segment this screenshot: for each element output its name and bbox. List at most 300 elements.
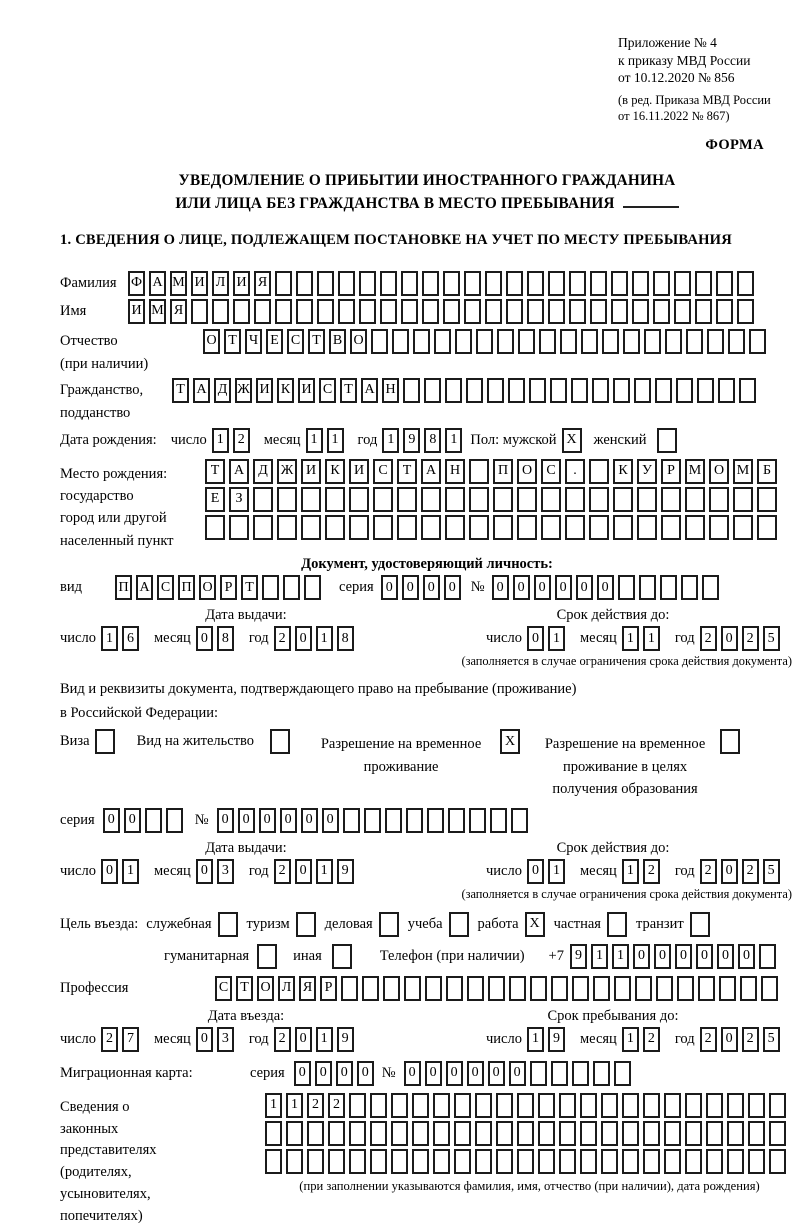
char-cell — [643, 1121, 660, 1146]
private-checkbox[interactable] — [607, 912, 627, 937]
doc-kind-label: вид — [60, 579, 82, 596]
char-cell — [421, 515, 441, 540]
char-cell — [508, 378, 525, 403]
annex-line: от 10.12.2020 № 856 — [618, 70, 735, 86]
char-cell: 0 — [488, 1061, 505, 1086]
char-cell — [727, 1093, 744, 1118]
char-cell — [702, 575, 719, 600]
char-cell: Х — [500, 729, 520, 754]
char-cell — [233, 299, 250, 324]
char-cell — [469, 515, 489, 540]
char-cell: Т — [236, 976, 253, 1001]
char-cell — [373, 487, 393, 512]
char-cell: 0 — [381, 575, 398, 600]
char-cell — [737, 271, 754, 296]
char-cell — [569, 299, 586, 324]
char-cell — [166, 808, 183, 833]
residence-doc-note: (заполняется в случае ограничения срока действия документа) — [461, 886, 792, 901]
issue-day-cells[interactable] — [101, 859, 143, 884]
char-cell — [653, 299, 670, 324]
char-cell: Н — [445, 459, 465, 484]
residence-doc-date-heads — [60, 840, 794, 857]
representatives-label: Сведения о законных представителях (родителях, усыновителях, попечителях) — [60, 1098, 157, 1224]
other-purpose-label: иная — [293, 947, 322, 964]
char-cell: 1 — [527, 1027, 544, 1052]
char-cell: О — [199, 575, 216, 600]
char-cell — [403, 378, 420, 403]
char-cell — [769, 1149, 786, 1174]
char-cell — [622, 1093, 639, 1118]
char-cell — [611, 299, 628, 324]
char-cell: А — [421, 459, 441, 484]
identity-doc-note: (заполняется в случае ограничения срока действия документа) — [461, 654, 792, 669]
char-cell: 9 — [337, 1027, 354, 1052]
transit-checkbox[interactable] — [690, 912, 710, 937]
valid-day-cells[interactable] — [527, 626, 569, 651]
char-cell: 1 — [643, 626, 660, 651]
char-cell — [325, 515, 345, 540]
birthdate-month-cells[interactable] — [306, 428, 348, 453]
char-cell — [455, 329, 472, 354]
char-cell — [424, 378, 441, 403]
residence-doc-intro-line2: в Российской Федерации: — [60, 704, 219, 721]
char-cell — [383, 976, 400, 1001]
char-cell — [548, 271, 565, 296]
char-cell — [681, 575, 698, 600]
char-cell — [469, 487, 489, 512]
char-cell — [487, 378, 504, 403]
char-cell: Ч — [245, 329, 262, 354]
edu-residence-option — [540, 729, 740, 800]
valid-year-cells[interactable] — [700, 859, 784, 884]
char-cell — [593, 1061, 610, 1086]
char-cell — [301, 515, 321, 540]
char-cell: Л — [278, 976, 295, 1001]
month-label: месяц — [153, 1030, 191, 1047]
profession-row — [60, 976, 794, 1001]
purpose-business: деловая — [325, 912, 399, 937]
char-cell: Р — [661, 459, 681, 484]
char-cell — [517, 1093, 534, 1118]
char-cell: 1 — [445, 428, 462, 453]
char-cell: 0 — [513, 575, 530, 600]
char-cell: К — [277, 378, 294, 403]
representatives-cells-row2[interactable] — [265, 1121, 794, 1146]
char-cell — [590, 299, 607, 324]
birthplace-row — [60, 459, 794, 553]
birthplace-cells-stack — [205, 459, 781, 543]
valid-day-cells[interactable] — [527, 859, 569, 884]
char-cell: У — [637, 459, 657, 484]
char-cell: 0 — [294, 1061, 311, 1086]
birthplace-cells-row2[interactable] — [205, 487, 781, 512]
valid-year-cells[interactable] — [700, 626, 784, 651]
char-cell — [464, 271, 481, 296]
phone-cells[interactable] — [570, 944, 780, 969]
char-cell — [643, 1093, 660, 1118]
char-cell: 9 — [570, 944, 587, 969]
char-cell — [433, 1093, 450, 1118]
char-cell: 0 — [103, 808, 120, 833]
char-cell — [685, 1149, 702, 1174]
char-cell — [349, 1149, 366, 1174]
char-cell — [466, 378, 483, 403]
citizenship-label: Гражданство, подданство — [60, 381, 144, 421]
char-cell — [349, 515, 369, 540]
char-cell — [748, 1121, 765, 1146]
issue-month-cells[interactable] — [196, 626, 238, 651]
char-cell: 0 — [509, 1061, 526, 1086]
char-cell — [253, 515, 273, 540]
char-cell: 5 — [763, 859, 780, 884]
char-cell: 2 — [328, 1093, 345, 1118]
temp-residence-option — [312, 729, 520, 778]
issue-day-cells[interactable] — [101, 626, 143, 651]
char-cell: М — [733, 459, 753, 484]
char-cell: 0 — [301, 808, 318, 833]
month-label: месяц — [579, 1030, 617, 1047]
char-cell — [349, 1121, 366, 1146]
permit-series-cells[interactable] — [103, 808, 187, 833]
issue-year-cells[interactable] — [274, 626, 358, 651]
char-cell — [589, 487, 609, 512]
char-cell — [614, 1061, 631, 1086]
char-cell — [706, 1149, 723, 1174]
char-cell: 0 — [217, 808, 234, 833]
char-cell: И — [349, 459, 369, 484]
char-cell — [401, 299, 418, 324]
char-cell: 0 — [196, 1027, 213, 1052]
work-checkbox[interactable] — [525, 912, 545, 937]
char-cell: 1 — [591, 944, 608, 969]
char-cell — [517, 515, 537, 540]
entry-year-cells[interactable] — [274, 1027, 358, 1052]
birthdate-year-label: год — [357, 431, 378, 448]
patronymic-cells[interactable] — [203, 329, 770, 354]
char-cell — [433, 1149, 450, 1174]
char-cell: 2 — [274, 859, 291, 884]
char-cell: П — [178, 575, 195, 600]
surname-cells[interactable] — [128, 271, 758, 296]
char-cell: 2 — [307, 1093, 324, 1118]
valid-month-cells[interactable] — [622, 859, 664, 884]
month-label: месяц — [153, 630, 191, 647]
char-cell: 0 — [280, 808, 297, 833]
purpose-official: служебная — [146, 912, 237, 937]
day-label: число — [60, 862, 96, 879]
profession-label: Профессия — [60, 979, 129, 996]
char-cell: 1 — [316, 626, 333, 651]
char-cell — [412, 1121, 429, 1146]
char-cell: 0 — [315, 1061, 332, 1086]
char-cell — [469, 459, 489, 484]
firstname-row — [60, 299, 794, 324]
char-cell: 8 — [217, 626, 234, 651]
char-cell — [572, 1061, 589, 1086]
sex-male-checkbox[interactable] — [562, 428, 582, 453]
char-cell: П — [493, 459, 513, 484]
day-label: число — [486, 862, 522, 879]
char-cell: 1 — [612, 944, 629, 969]
birthdate-row — [60, 428, 794, 453]
char-cell: А — [229, 459, 249, 484]
char-cell: 2 — [700, 859, 717, 884]
char-cell: В — [329, 329, 346, 354]
migration-card-label: Миграционная карта: — [60, 1064, 193, 1081]
char-cell — [496, 1121, 513, 1146]
representatives-cells-row3[interactable] — [265, 1149, 794, 1174]
char-cell — [454, 1093, 471, 1118]
char-cell: 1 — [548, 626, 565, 651]
char-cell — [676, 378, 693, 403]
phone-prefix: +7 — [548, 947, 564, 964]
purpose-row — [60, 912, 794, 937]
char-cell — [580, 1149, 597, 1174]
char-cell — [304, 575, 321, 600]
char-cell: И — [298, 378, 315, 403]
char-cell: Я — [299, 976, 316, 1001]
char-cell — [421, 487, 441, 512]
char-cell: 2 — [700, 1027, 717, 1052]
char-cell: Т — [241, 575, 258, 600]
firstname-label: Имя — [60, 302, 87, 319]
char-cell: 1 — [122, 859, 139, 884]
char-cell: 5 — [763, 1027, 780, 1052]
char-cell — [511, 808, 528, 833]
char-cell — [349, 487, 369, 512]
char-cell — [370, 1093, 387, 1118]
purpose-row2 — [164, 944, 794, 969]
valid-month-cells[interactable] — [622, 626, 664, 651]
char-cell: Д — [214, 378, 231, 403]
char-cell — [488, 976, 505, 1001]
birthdate-year-cells[interactable] — [382, 428, 466, 453]
char-cell — [445, 487, 465, 512]
char-cell — [317, 299, 334, 324]
char-cell — [95, 729, 115, 754]
char-cell — [446, 976, 463, 1001]
char-cell — [530, 1061, 547, 1086]
char-cell — [674, 271, 691, 296]
entry-date-heads — [60, 1008, 794, 1025]
char-cell — [286, 1149, 303, 1174]
char-cell — [661, 515, 681, 540]
char-cell: О — [709, 459, 729, 484]
char-cell: Ж — [277, 459, 297, 484]
edu-residence-label: Разрешение на временное проживание в целях получения образования — [544, 736, 706, 798]
char-cell: 0 — [576, 575, 593, 600]
permit-number-label: № — [194, 811, 209, 828]
char-cell: 0 — [527, 626, 544, 651]
official-checkbox[interactable] — [218, 912, 238, 937]
form-title-line2: ИЛИ ЛИЦА БЕЗ ГРАЖДАНСТВА В МЕСТО ПРЕБЫВАНИЯ — [60, 193, 794, 216]
char-cell: Ж — [235, 378, 252, 403]
char-cell — [677, 976, 694, 1001]
birthplace-cells-row1[interactable] — [205, 459, 781, 484]
residence-doc-intro — [60, 678, 794, 725]
char-cell: 1 — [101, 626, 118, 651]
char-cell — [449, 912, 469, 937]
char-cell: 0 — [124, 808, 141, 833]
char-cell — [529, 378, 546, 403]
char-cell: 3 — [217, 859, 234, 884]
annex-reference — [618, 34, 794, 87]
month-label: месяц — [579, 630, 617, 647]
char-cell: Р — [220, 575, 237, 600]
char-cell: Т — [224, 329, 241, 354]
visa-checkbox[interactable] — [95, 729, 115, 754]
char-cell: 2 — [643, 1027, 660, 1052]
section1-title: 1. СВЕДЕНИЯ О ЛИЦЕ, ПОДЛЕЖАЩЕМ ПОСТАНОВКЕ НА УЧЕТ ПО МЕСТУ ПРЕБЫВАНИЯ — [60, 231, 732, 248]
char-cell — [338, 299, 355, 324]
issue-date-head: Дата выдачи: — [205, 839, 287, 856]
char-cell — [718, 378, 735, 403]
char-cell — [559, 1093, 576, 1118]
char-cell — [475, 1149, 492, 1174]
char-cell — [362, 976, 379, 1001]
char-cell — [728, 329, 745, 354]
char-cell — [695, 299, 712, 324]
entry-month-cells[interactable] — [196, 1027, 238, 1052]
citizenship-cells[interactable] — [172, 378, 760, 403]
char-cell — [527, 271, 544, 296]
char-cell — [145, 808, 162, 833]
char-cell — [749, 329, 766, 354]
char-cell: Е — [205, 487, 225, 512]
char-cell: 0 — [696, 944, 713, 969]
char-cell — [325, 487, 345, 512]
stay-month-cells[interactable] — [622, 1027, 664, 1052]
char-cell — [539, 329, 556, 354]
char-cell — [218, 912, 238, 937]
firstname-cells[interactable] — [128, 299, 758, 324]
phone-label: Телефон (при наличии) — [379, 947, 525, 964]
char-cell — [412, 1093, 429, 1118]
char-cell — [527, 299, 544, 324]
char-cell — [664, 1149, 681, 1174]
day-label: число — [60, 1030, 96, 1047]
temp-residence-label: Разрешение на временное проживание — [320, 736, 482, 775]
doc-series-cells[interactable] — [381, 575, 465, 600]
char-cell — [580, 1121, 597, 1146]
char-cell — [569, 271, 586, 296]
year-label: год — [674, 862, 695, 879]
patronymic-label: Отчество (при наличии) — [60, 332, 149, 372]
char-cell — [406, 808, 423, 833]
char-cell: О — [257, 976, 274, 1001]
char-cell — [613, 378, 630, 403]
char-cell: Я — [254, 271, 271, 296]
migration-number-label: № — [381, 1064, 396, 1081]
stay-day-cells[interactable] — [527, 1027, 569, 1052]
doc-number-cells[interactable] — [492, 575, 723, 600]
char-cell — [434, 329, 451, 354]
identity-doc-date-heads — [60, 607, 794, 624]
birthdate-label: Дата рождения: — [60, 431, 157, 448]
char-cell: 2 — [643, 859, 660, 884]
representatives-row — [60, 1093, 794, 1227]
migration-series-cells[interactable] — [294, 1061, 378, 1086]
other-purpose-checkbox[interactable] — [332, 944, 352, 969]
permit-number-cells[interactable] — [217, 808, 532, 833]
char-cell — [496, 1093, 513, 1118]
representatives-cells-row1[interactable] — [265, 1093, 794, 1118]
char-cell — [380, 271, 397, 296]
annex-note-line: от 16.11.2022 № 867) — [618, 108, 730, 123]
residence-permit-checkbox[interactable] — [270, 729, 290, 754]
migration-number-cells[interactable] — [404, 1061, 635, 1086]
study-checkbox[interactable] — [449, 912, 469, 937]
entry-day-cells[interactable] — [101, 1027, 143, 1052]
profession-cells[interactable] — [215, 976, 782, 1001]
char-cell: 8 — [337, 626, 354, 651]
char-cell — [530, 976, 547, 1001]
char-cell: К — [325, 459, 345, 484]
char-cell — [593, 976, 610, 1001]
char-cell — [761, 976, 778, 1001]
char-cell — [391, 1149, 408, 1174]
humanitarian-checkbox[interactable] — [257, 944, 277, 969]
issue-month-cells[interactable] — [196, 859, 238, 884]
patronymic-row — [60, 329, 794, 373]
char-cell — [739, 378, 756, 403]
year-label: год — [674, 630, 695, 647]
char-cell — [296, 299, 313, 324]
issue-date-group — [60, 626, 432, 651]
char-cell: 2 — [274, 626, 291, 651]
char-cell — [373, 515, 393, 540]
char-cell — [706, 1121, 723, 1146]
tourism-checkbox[interactable] — [296, 912, 316, 937]
doc-kind-cells[interactable] — [115, 575, 325, 600]
char-cell — [748, 1093, 765, 1118]
char-cell — [611, 271, 628, 296]
residence-doc-intro-line1: Вид и реквизиты документа, подтверждающего право на пребывание (проживание) — [60, 681, 577, 698]
representatives-note: (при заполнении указываются фамилия, имя, отчество (при наличии), дата рождения) — [299, 1178, 760, 1193]
char-cell — [657, 428, 677, 453]
char-cell: С — [287, 329, 304, 354]
char-cell — [733, 515, 753, 540]
char-cell — [727, 1121, 744, 1146]
birthplace-cells-row3[interactable] — [205, 515, 781, 540]
citizenship-row — [60, 378, 794, 422]
char-cell: 1 — [212, 428, 229, 453]
char-cell — [506, 299, 523, 324]
issue-year-cells[interactable] — [274, 859, 358, 884]
char-cell — [560, 329, 577, 354]
char-cell: Х — [562, 428, 582, 453]
business-checkbox[interactable] — [379, 912, 399, 937]
identity-doc-heading: Документ, удостоверяющий личность: — [301, 556, 553, 573]
char-cell — [277, 515, 297, 540]
char-cell: М — [170, 271, 187, 296]
char-cell — [607, 912, 627, 937]
char-cell: С — [215, 976, 232, 1001]
char-cell — [697, 378, 714, 403]
valid-date-group — [432, 859, 784, 884]
char-cell — [637, 515, 657, 540]
birthdate-day-cells[interactable] — [212, 428, 254, 453]
char-cell — [341, 976, 358, 1001]
char-cell — [740, 976, 757, 1001]
entry-date-group — [60, 1027, 432, 1052]
temp-residence-checkbox[interactable] — [500, 729, 520, 754]
stay-year-cells[interactable] — [700, 1027, 784, 1052]
char-cell: Р — [320, 976, 337, 1001]
char-cell — [445, 378, 462, 403]
sex-female-checkbox[interactable] — [657, 428, 677, 453]
edu-residence-checkbox[interactable] — [720, 729, 740, 754]
